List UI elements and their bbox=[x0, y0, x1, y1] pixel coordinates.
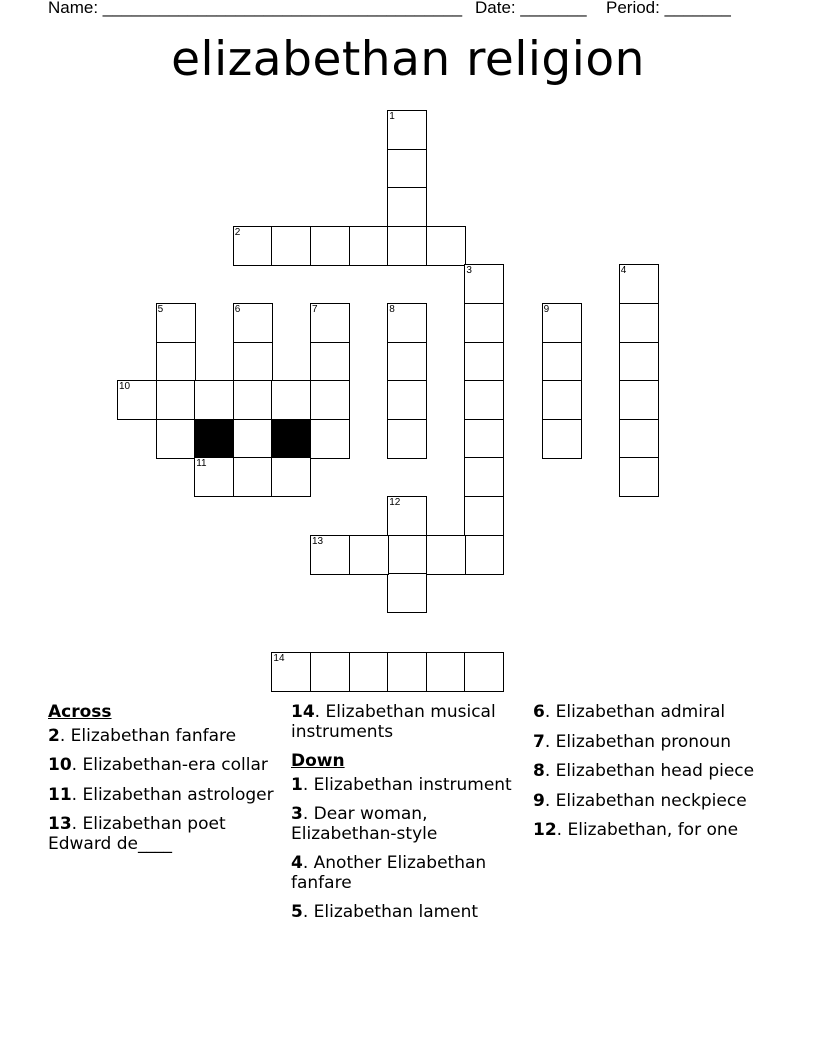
cell-number-6: 6 bbox=[234, 304, 241, 315]
grid-cell[interactable] bbox=[426, 226, 466, 266]
grid-cell[interactable] bbox=[310, 652, 350, 692]
grid-cell[interactable] bbox=[233, 457, 273, 497]
cell-number-10: 10 bbox=[119, 381, 131, 393]
clue-across-10: 10. Elizabethan-era collar bbox=[48, 755, 268, 775]
grid-cell[interactable] bbox=[233, 342, 273, 382]
grid-cell[interactable] bbox=[464, 380, 504, 420]
grid-cell[interactable] bbox=[387, 380, 427, 420]
clue-across-13: 13. Elizabethan poet Edward de____ bbox=[48, 814, 226, 854]
grid-cell[interactable] bbox=[194, 380, 234, 420]
cell-number-12: 12 bbox=[389, 497, 401, 508]
grid-cell[interactable] bbox=[349, 652, 389, 692]
grid-cell[interactable] bbox=[387, 342, 427, 382]
grid-cell[interactable] bbox=[464, 652, 504, 692]
grid-cell-1[interactable] bbox=[387, 110, 427, 150]
grid-cell[interactable] bbox=[156, 380, 196, 420]
black-cell bbox=[194, 419, 234, 459]
cell-number-13: 13 bbox=[312, 535, 324, 547]
grid-cell[interactable] bbox=[387, 149, 427, 189]
clue-across-2: 2. Elizabethan fanfare bbox=[48, 725, 237, 746]
clue-down-7: 7. Elizabethan pronoun bbox=[533, 731, 732, 752]
cell-number-4: 4 bbox=[620, 265, 627, 277]
across-heading: Across bbox=[48, 702, 112, 722]
clue-down-12: 12. Elizabethan, for one bbox=[533, 820, 739, 840]
grid-cell[interactable] bbox=[619, 342, 659, 382]
grid-cell[interactable] bbox=[464, 496, 504, 536]
grid-cell[interactable] bbox=[271, 380, 311, 420]
puzzle-title: elizabethan religion bbox=[171, 32, 645, 87]
cell-number-11: 11 bbox=[196, 458, 207, 470]
name-field-label: Name: ______________________________________ bbox=[48, 0, 463, 17]
clue-column-2 bbox=[291, 703, 521, 933]
clue-down-8: 8. Elizabethan head piece bbox=[533, 761, 755, 781]
cell-number-7: 7 bbox=[312, 304, 318, 315]
grid-cell[interactable] bbox=[271, 226, 311, 266]
grid-cell[interactable] bbox=[387, 535, 427, 575]
grid-cell[interactable] bbox=[310, 380, 350, 420]
grid-cell[interactable] bbox=[464, 303, 504, 343]
grid-cell-5[interactable] bbox=[156, 303, 196, 343]
grid-cell-2[interactable] bbox=[233, 226, 273, 266]
black-cell bbox=[271, 419, 311, 459]
grid-cell[interactable] bbox=[156, 419, 196, 459]
clue-down-5: 5. Elizabethan lament bbox=[291, 902, 479, 922]
cell-number-9: 9 bbox=[543, 304, 550, 315]
grid-cell[interactable] bbox=[426, 652, 466, 692]
grid-cell[interactable] bbox=[464, 342, 504, 382]
grid-cell[interactable] bbox=[233, 380, 273, 420]
grid-cell[interactable] bbox=[542, 419, 582, 459]
grid-cell[interactable] bbox=[619, 457, 659, 497]
cell-number-5: 5 bbox=[157, 304, 164, 315]
cell-number-1: 1 bbox=[389, 111, 395, 122]
grid-cell[interactable] bbox=[619, 303, 659, 343]
grid-cell-13[interactable] bbox=[310, 535, 350, 575]
grid-cell[interactable] bbox=[464, 457, 504, 497]
grid-cell[interactable] bbox=[387, 419, 427, 459]
grid-cell[interactable] bbox=[271, 457, 311, 497]
grid-cell[interactable] bbox=[310, 226, 350, 266]
clue-down-6: 6. Elizabethan admiral bbox=[533, 702, 726, 722]
clue-across-14: 14. Elizabethan musical instruments bbox=[291, 702, 496, 742]
grid-cell[interactable] bbox=[349, 226, 389, 266]
grid-cell[interactable] bbox=[619, 380, 659, 420]
clue-down-4: 4. Another Elizabethan fanfare bbox=[291, 853, 487, 893]
grid-cell-7[interactable] bbox=[310, 303, 350, 343]
grid-cell[interactable] bbox=[387, 652, 427, 692]
period-field-label: Period: _______ bbox=[606, 0, 731, 17]
grid-cell-4[interactable] bbox=[619, 264, 659, 304]
cell-number-8: 8 bbox=[389, 304, 395, 315]
grid-cell[interactable] bbox=[310, 342, 350, 382]
date-field-label: Date: _______ bbox=[475, 0, 587, 17]
clue-down-3: 3. Dear woman, Elizabethan-style bbox=[291, 804, 438, 844]
grid-cell[interactable] bbox=[464, 535, 504, 575]
grid-cell-14[interactable] bbox=[271, 652, 311, 692]
down-heading: Down bbox=[291, 751, 345, 771]
grid-cell[interactable] bbox=[387, 573, 427, 613]
grid-cell[interactable] bbox=[542, 342, 582, 382]
grid-cell-9[interactable] bbox=[542, 303, 582, 343]
clue-down-1: 1. Elizabethan instrument bbox=[291, 774, 512, 795]
cell-number-3: 3 bbox=[466, 265, 472, 277]
grid-cell[interactable] bbox=[387, 187, 427, 227]
grid-cell[interactable] bbox=[387, 226, 427, 266]
grid-cell[interactable] bbox=[349, 535, 389, 575]
grid-cell[interactable] bbox=[542, 380, 582, 420]
clue-across-11: 11. Elizabethan astrologer bbox=[48, 784, 274, 805]
grid-cell-10[interactable] bbox=[117, 380, 157, 420]
cell-number-14: 14 bbox=[273, 653, 285, 664]
cell-number-2: 2 bbox=[234, 226, 241, 238]
grid-cell-3[interactable] bbox=[464, 264, 504, 304]
grid-cell[interactable] bbox=[426, 535, 466, 575]
grid-cell[interactable] bbox=[464, 419, 504, 459]
clue-down-9: 9. Elizabethan neckpiece bbox=[533, 790, 747, 811]
grid-cell-8[interactable] bbox=[387, 303, 427, 343]
grid-cell-12[interactable] bbox=[387, 496, 427, 536]
grid-cell-6[interactable] bbox=[233, 303, 273, 343]
grid-cell[interactable] bbox=[619, 419, 659, 459]
grid-cell[interactable] bbox=[156, 342, 196, 382]
grid-cell[interactable] bbox=[233, 419, 273, 459]
clue-column-1 bbox=[48, 703, 278, 864]
grid-cell[interactable] bbox=[310, 419, 350, 459]
grid-cell-11[interactable] bbox=[194, 457, 234, 497]
clue-column-3 bbox=[533, 703, 763, 851]
